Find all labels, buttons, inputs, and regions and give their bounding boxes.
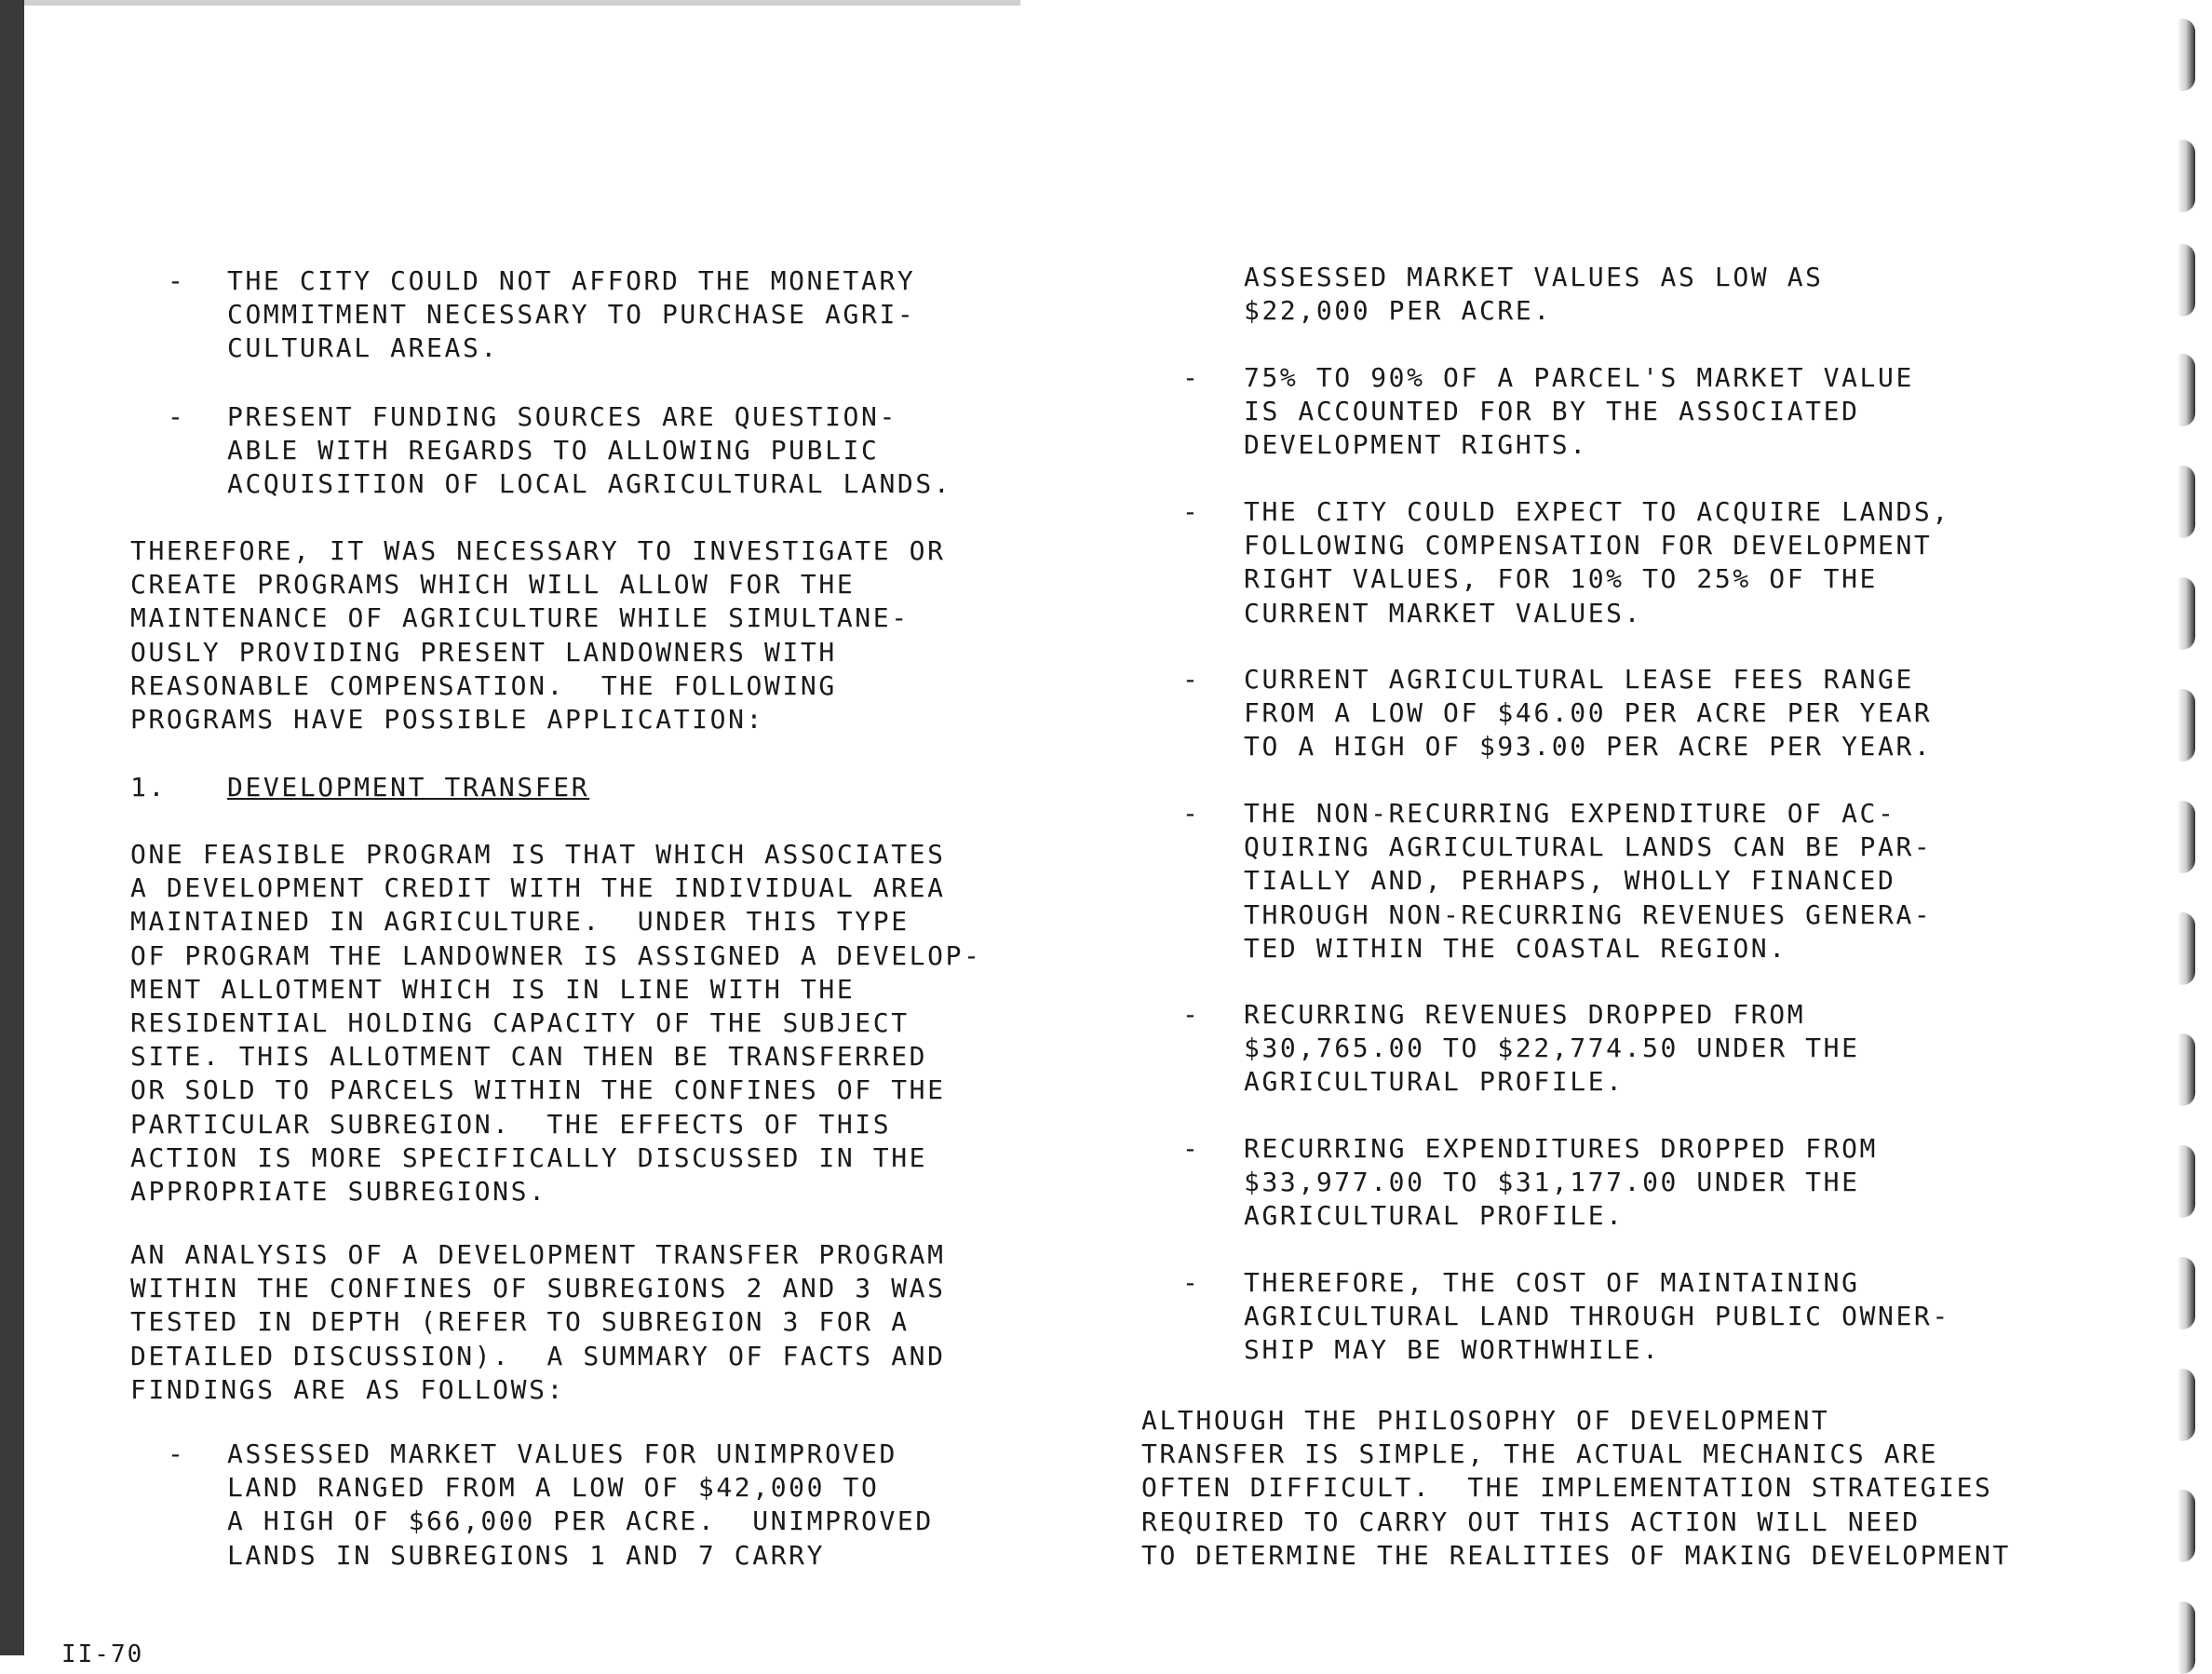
bullet-recurring-revenues: RECURRING REVENUES DROPPED FROM $30,765.00 TO $22,774.50 UNDER THE AGRICULTURAL PROFILE. — [1244, 999, 1860, 1098]
bullet-funding-sources: PRESENT FUNDING SOURCES ARE QUESTION- ABLE WITH REGARDS TO ALLOWING PUBLIC ACQUISITION OF LOCAL AGRICULTURAL LANDS. — [227, 401, 952, 500]
bullet-marker: - — [168, 401, 183, 432]
section-number: 1. — [130, 772, 167, 803]
bullet-acquire-lands: THE CITY COULD EXPECT TO ACQUIRE LANDS, FOLLOWING COMPENSATION FOR DEVELOPMENT RIGHT VALUES, FOR 10% TO 25% OF THE CURRENT MARKET VALUES. — [1244, 496, 1950, 628]
bullet-non-recurring: THE NON-RECURRING EXPENDITURE OF AC- QUIRING AGRICULTURAL LANDS CAN BE PAR- TIALLY AND, PERHAPS, WHOLLY FINANCED THROUGH NON-RECURRING REVENUES GENERA- TED WITHIN THE COASTAL REGION. — [1244, 798, 1933, 964]
paragraph-analysis: AN ANALYSIS OF A DEVELOPMENT TRANSFER PROGRAM WITHIN THE CONFINES OF SUBREGIONS 2 AND 3 WAS TESTED IN DEPTH (REFER TO SUBREGION 3 FOR A DETAILED DISCUSSION). A SUMMARY OF FACTS AND FINDINGS ARE AS FOLLOWS: — [130, 1239, 946, 1405]
continuation-text: ASSESSED MARKET VALUES AS LOW AS $22,000 PER ACRE. — [1244, 262, 1824, 327]
section-heading: DEVELOPMENT TRANSFER — [227, 772, 590, 803]
scan-top-edge — [24, 0, 1020, 6]
bullet-marker: - — [1182, 664, 1198, 695]
bullet-recurring-expenditures: RECURRING EXPENDITURES DROPPED FROM $33,977.00 TO $31,177.00 UNDER THE AGRICULTURAL PROFILE. — [1244, 1133, 1879, 1232]
spiral-binding — [2110, 0, 2212, 1655]
binding-ring — [2178, 1145, 2195, 1218]
binding-ring — [2178, 244, 2195, 317]
paragraph-feasible-program: ONE FEASIBLE PROGRAM IS THAT WHICH ASSOCIATES A DEVELOPMENT CREDIT WITH THE INDIVIDUAL AREA MAINTAINED IN AGRICULTURE. UNDER THIS TYPE OF PROGRAM THE LANDOWNER IS ASSIGNED A DEVELOP- MENT ALLOTMENT WHICH IS IN LINE WITH THE RESIDENTIAL HOLDING CAPACITY OF THE SUBJECT SITE. THIS ALLOTMENT CAN THEN BE TRANSFERRED OR SOLD TO PARCELS WITHIN THE CONFINES OF THE PARTICULAR SUBREGION. THE EFFECTS OF THIS ACTION IS MORE SPECIFICALLY DISCUSSED IN THE APPROPRIATE SUBREGIONS. — [130, 839, 982, 1208]
bullet-marker: - — [1182, 1267, 1198, 1298]
binding-ring — [2178, 1601, 2195, 1674]
binding-ring — [2178, 801, 2195, 873]
binding-ring — [2178, 577, 2195, 650]
bullet-city-afford: THE CITY COULD NOT AFFORD THE MONETARY COMMITMENT NECESSARY TO PURCHASE AGRI- CULTURAL AREAS. — [227, 265, 916, 364]
bullet-marker: - — [1182, 1133, 1198, 1164]
binding-ring — [2178, 19, 2195, 91]
binding-ring — [2178, 1490, 2195, 1562]
binding-ring — [2178, 1369, 2195, 1441]
paragraph-therefore: THEREFORE, IT WAS NECESSARY TO INVESTIGATE OR CREATE PROGRAMS WHICH WILL ALLOW FOR THE MAINTENANCE OF AGRICULTURE WHILE SIMULTANE- OUSLY PROVIDING PRESENT LANDOWNERS WITH REASONABLE COMPENSATION. THE FOLLOWING PROGRAMS HAVE POSSIBLE APPLICATION: — [130, 535, 946, 736]
binding-ring — [2178, 1033, 2195, 1106]
binding-ring — [2178, 1257, 2195, 1330]
bullet-marker: - — [1182, 798, 1198, 829]
binding-ring — [2178, 912, 2195, 985]
bullet-cost-worthwhile: THEREFORE, THE COST OF MAINTAINING AGRICULTURAL LAND THROUGH PUBLIC OWNER- SHIP MAY BE WORTHWHILE. — [1244, 1267, 1950, 1366]
scan-left-edge — [0, 0, 24, 1655]
bullet-marker: - — [168, 1438, 183, 1469]
binding-ring — [2178, 466, 2195, 538]
binding-ring — [2178, 140, 2195, 212]
paragraph-although: ALTHOUGH THE PHILOSOPHY OF DEVELOPMENT TRANSFER IS SIMPLE, THE ACTUAL MECHANICS ARE OFTEN DIFFICULT. THE IMPLEMENTATION STRATEGIES REQUIRED TO CARRY OUT THIS ACTION WILL NEED TO DETERMINE THE REALITIES OF MAKING DEVELOPMENT — [1141, 1405, 2011, 1571]
bullet-market-value-share: 75% TO 90% OF A PARCEL'S MARKET VALUE IS ACCOUNTED FOR BY THE ASSOCIATED DEVELOPMENT RIGHTS. — [1244, 362, 1914, 461]
bullet-market-values: ASSESSED MARKET VALUES FOR UNIMPROVED LAND RANGED FROM A LOW OF $42,000 TO A HIGH OF $66,000 PER ACRE. UNIMPROVED LANDS IN SUBREGIONS 1 AND 7 CARRY — [227, 1438, 934, 1571]
binding-ring — [2178, 354, 2195, 426]
bullet-marker: - — [1182, 362, 1198, 393]
bullet-marker: - — [1182, 999, 1198, 1030]
bullet-marker: - — [168, 265, 183, 296]
bullet-marker: - — [1182, 496, 1198, 527]
page-number: II-70 — [61, 1640, 144, 1668]
bullet-lease-fees: CURRENT AGRICULTURAL LEASE FEES RANGE FROM A LOW OF $46.00 PER ACRE PER YEAR TO A HIGH OF $93.00 PER ACRE PER YEAR. — [1244, 664, 1933, 763]
binding-ring — [2178, 689, 2195, 762]
